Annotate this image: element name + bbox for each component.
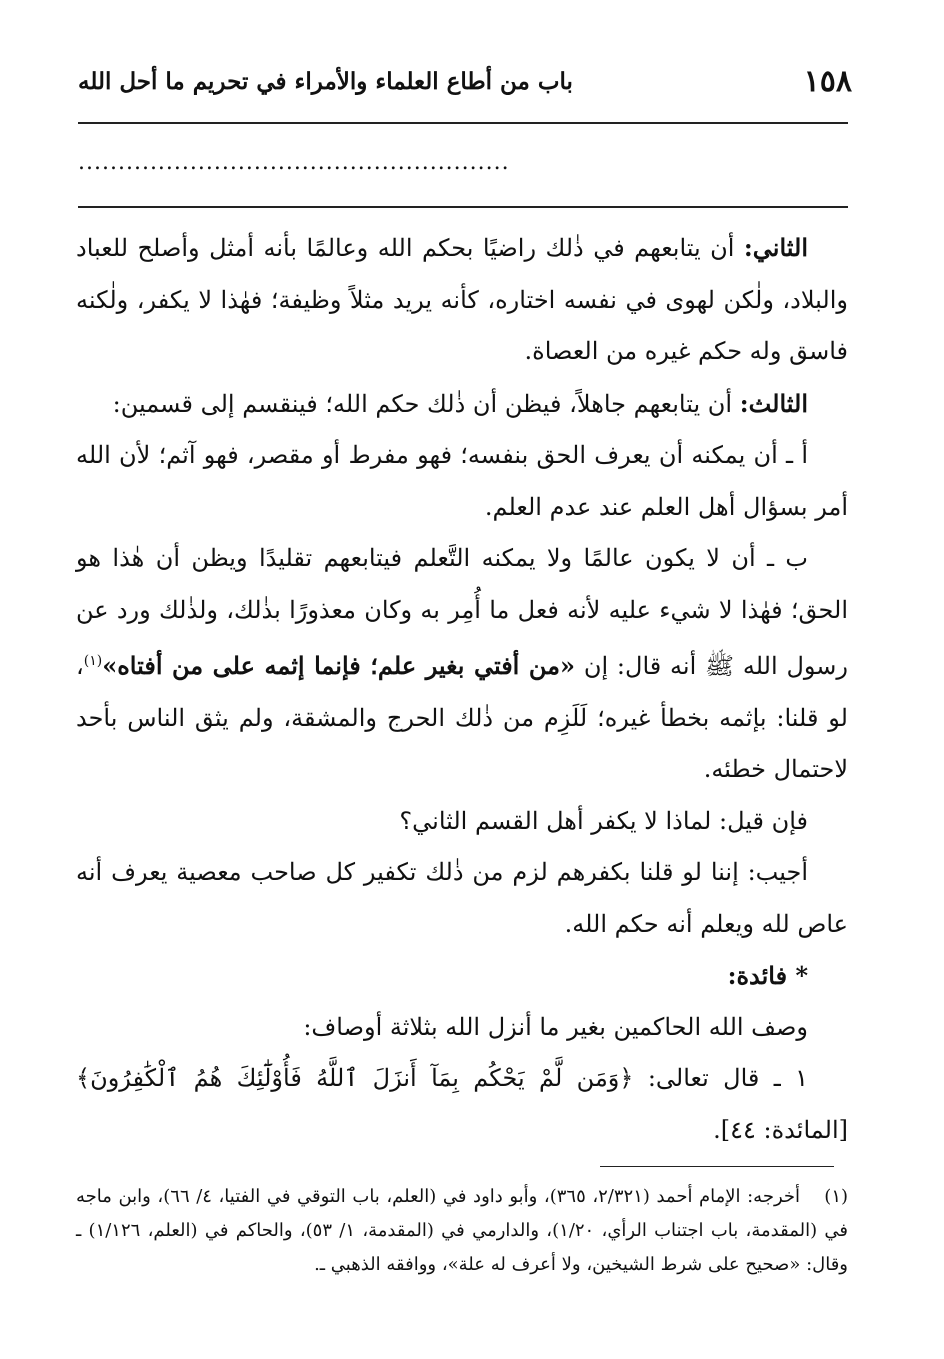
text-ba-a: ب ـ أن لا يكون عالمًا ولا يمكنه التَّعلم فيتابعهم تقليدًا ويظن أن هٰذا هو الحق؛ فهٰذا لا شيء عليه لأنه فعل ما أُمِر به وكان معذورًا بذٰلك، ولذٰلك ورد عن رسول الله ﷺ أنه قال: إن xyxy=(76,544,848,680)
header-rule xyxy=(78,122,848,124)
paragraph-third xyxy=(76,378,848,431)
separator-dots: ...................................................... xyxy=(78,150,510,175)
text-third: أن يتابعهم جاهلاً، فيظن أن ذٰلك حكم الله؛ فينقسم إلى قسمين: xyxy=(112,389,740,418)
paragraph-descriptions: وصف الله الحاكمين بغير ما أنزل الله بثلاثة أوصاف: xyxy=(303,1012,808,1041)
label-second: الثاني: xyxy=(743,233,808,262)
paragraph-alif: أ ـ أن يمكنه أن يعرف الحق بنفسه؛ فهو مفرط أو مقصر، فهو آثم؛ لأن الله أمر بسؤال أهل العلم عند عدم العلم. xyxy=(76,441,848,521)
label-third: الثالث: xyxy=(739,388,808,418)
footnote-number: (١) xyxy=(824,1186,849,1207)
text-second: أن يتابعهم في ذٰلك راضيًا بحكم الله وعالمًا بأنه أمثل وأصلح للعباد والبلاد، ولٰكن لهوى في نفسه اختاره، كأنه يريد مثلاً وظيفة؛ فهٰذا لا يكفر، ولٰكنه فاسق وله حكم غيره من العصاة. xyxy=(76,234,848,365)
paragraph-ba xyxy=(76,533,848,796)
paragraph-answer: أجيب: إننا لو قلنا بكفرهم لزم من ذٰلك تكفير كل صاحب معصية يعرف أنه عاص لله ويعلم أنه حكم الله. xyxy=(76,858,848,938)
paragraph-second xyxy=(76,222,848,378)
text-ba-b: ، لو قلنا: بإثمه بخطأ غيره؛ لَلَزِم من ذٰلك الحرج والمشقة، ولم يثق الناس بأحد لاحتمال خطئه. xyxy=(76,652,848,783)
main-text xyxy=(76,222,848,1156)
footnote xyxy=(76,1180,848,1282)
footnote-ref: (١) xyxy=(83,653,103,669)
hadith-quote: «من أفتي بغير علم؛ فإنما إثمه على من أفتاه» xyxy=(102,651,576,680)
page-number: ١٥٨ xyxy=(803,63,852,99)
paragraph-verse-one: ١ ـ قال تعالى: ﴿وَمَن لَّمْ يَحْكُم بِمَآ أَنزَلَ ٱللَّهُ فَأُوْلَٰٓئِكَ هُمُ ٱلْكَٰفِرُونَ﴾ [المائدة: ٤٤]. xyxy=(76,1064,848,1144)
faida-heading: * فائدة: xyxy=(727,961,808,990)
page-header xyxy=(78,58,852,104)
footnote-rule xyxy=(600,1166,834,1167)
running-title: باب من أطاع العلماء والأمراء في تحريم ما أحل الله xyxy=(78,67,573,95)
section-rule xyxy=(78,206,848,208)
paragraph-question: فإن قيل: لماذا لا يكفر أهل القسم الثاني؟ xyxy=(399,806,808,835)
footnote-text: أخرجه: الإمام أحمد (٢/٣٢١، ٣٦٥)، وأبو داود في (العلم، باب التوقي في الفتيا، ٤/ ٦٦)، وابن ماجه في (المقدمة، باب اجتناب الرأي، ١/٢٠)، والدارمي في (المقدمة، ١/ ٥٣)، والحاكم في (العلم، ١/١٢٦) ـ وقال: «صحيح على شرط الشيخين، ولا أعرف له علة»، ووافقه الذهبي ـ. xyxy=(76,1186,848,1275)
